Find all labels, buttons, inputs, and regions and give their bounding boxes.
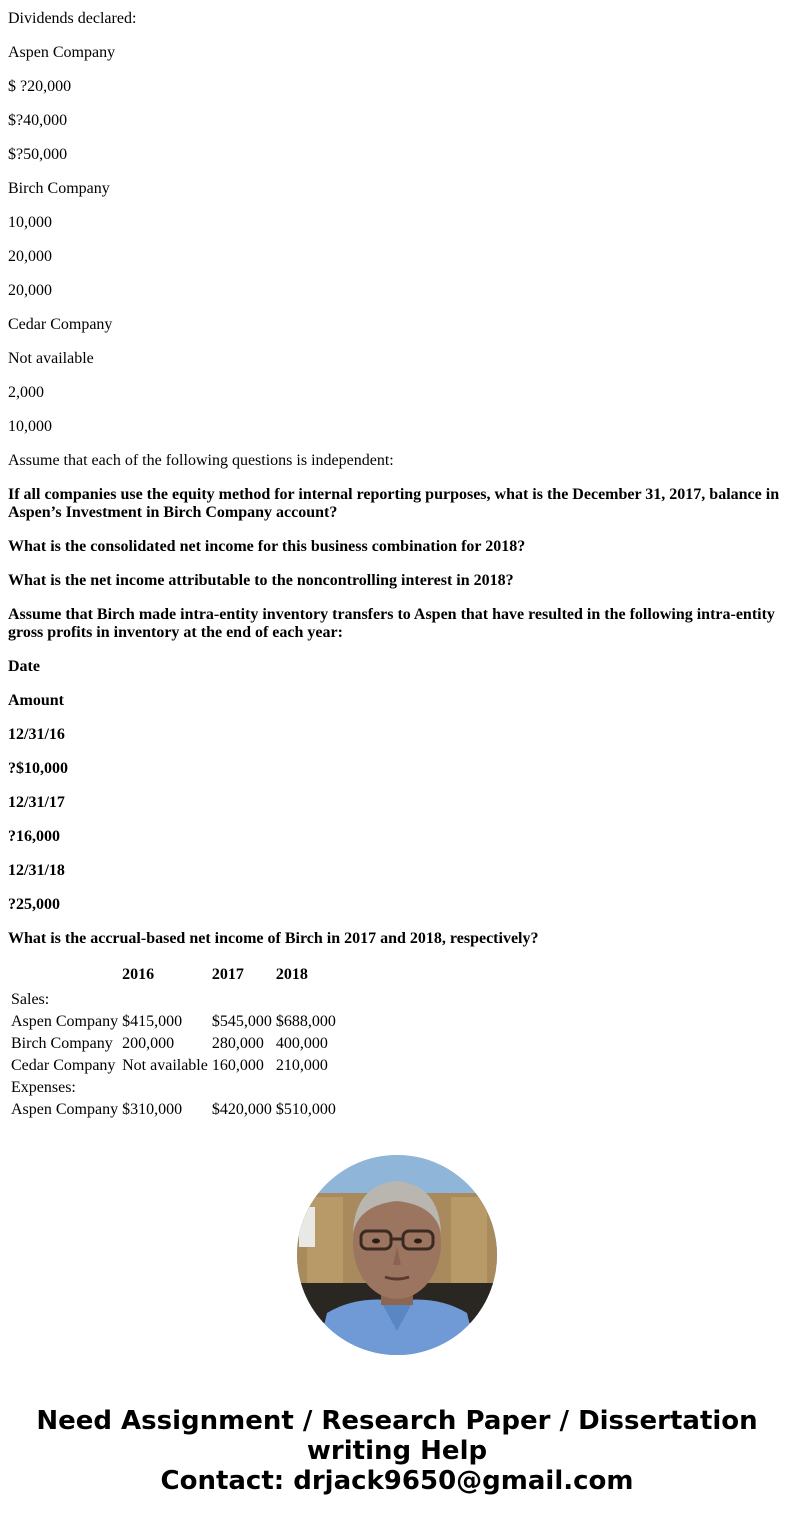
promo-line-2: writing Help [306, 1436, 488, 1466]
table-header-cell: 2018 [275, 966, 308, 983]
dividend-item: 10,000 [8, 214, 52, 231]
table-cell: 400,000 [275, 1035, 328, 1052]
table-cell [121, 1078, 209, 1098]
table-cell: $545,000 [211, 1013, 272, 1030]
table-cell [275, 1078, 337, 1098]
table-cell: $420,000 [211, 1101, 272, 1118]
table-header-cell [10, 962, 119, 988]
question-4: Assume that Birch made intra-entity inventory transfers to Aspen that have resulted in the following intra-entity gross profits in inventory at the end of each year: [8, 606, 775, 641]
question-3: What is the net income attributable to the noncontrolling interest in 2018? [8, 572, 514, 589]
table-header-cell: 2017 [211, 966, 244, 983]
table-row [10, 990, 337, 1010]
table-cell [211, 1078, 273, 1098]
final-question: What is the accrual-based net income of Birch in 2017 and 2018, respectively? [8, 930, 539, 947]
table-cell: Birch Company [11, 1035, 113, 1052]
table-cell: Cedar Company [11, 1057, 116, 1074]
intra-entity-date: 12/31/18 [8, 862, 65, 879]
table-row [10, 1056, 337, 1076]
promo-contact: Contact: drjack9650@gmail.com [160, 1466, 634, 1496]
table-row [10, 1034, 337, 1054]
table-cell: $310,000 [122, 1101, 183, 1118]
table-cell: $415,000 [122, 1013, 183, 1030]
intra-entity-amount: ?25,000 [8, 896, 60, 913]
dividend-item: Birch Company [8, 180, 110, 197]
table-cell: Sales: [11, 991, 50, 1008]
table-cell: Expenses: [11, 1079, 76, 1096]
dividend-item: 20,000 [8, 282, 52, 299]
dividend-item: Not available [8, 350, 94, 367]
table-header-row [10, 962, 337, 988]
table-cell: Aspen Company [11, 1013, 119, 1030]
intra-entity-amount-header: Amount [8, 692, 65, 709]
question-1: If all companies use the equity method for internal reporting purposes, what is the December 31, 2017, balance in Aspen’s Investment in Birch Company account? [8, 486, 780, 521]
dividend-item: 2,000 [8, 384, 44, 401]
table-cell: Not available [122, 1057, 208, 1074]
table-cell: $688,000 [275, 1013, 336, 1030]
table-cell [121, 990, 209, 1010]
dividend-item: 20,000 [8, 248, 52, 265]
intra-entity-date: 12/31/16 [8, 726, 65, 743]
table-cell: 160,000 [211, 1057, 264, 1074]
table-row [10, 1078, 337, 1098]
intra-entity-amount: ?16,000 [8, 828, 60, 845]
promo-banner [0, 1406, 794, 1496]
dividend-item: $?40,000 [8, 112, 68, 129]
dividend-item: $ ?20,000 [8, 78, 72, 95]
dividend-item: Aspen Company [8, 44, 116, 61]
question-2: What is the consolidated net income for this business combination for 2018? [8, 538, 526, 555]
table-header-cell: 2016 [122, 966, 155, 983]
dividends-heading: Dividends declared: [8, 10, 137, 27]
table-row [10, 1012, 337, 1032]
table-cell [275, 990, 337, 1010]
dividend-item: $?50,000 [8, 146, 68, 163]
dividend-item: 10,000 [8, 418, 52, 435]
table-row [10, 1100, 337, 1120]
document-body [0, 10, 794, 1122]
intro-text: Assume that each of the following questions is independent: [8, 452, 394, 469]
avatar-container [0, 1155, 794, 1355]
dividend-item: Cedar Company [8, 316, 113, 333]
intra-entity-date: 12/31/17 [8, 794, 65, 811]
intra-entity-date-header: Date [8, 658, 40, 675]
promo-line-1: Need Assignment / Research Paper / Dissertation [36, 1406, 758, 1436]
table-cell: 280,000 [211, 1035, 264, 1052]
table-cell: 210,000 [275, 1057, 328, 1074]
intra-entity-amount: ?$10,000 [8, 760, 68, 777]
table-cell [211, 990, 273, 1010]
table-cell: $510,000 [275, 1101, 336, 1118]
financial-table [8, 960, 339, 1122]
table-cell: Aspen Company [11, 1101, 119, 1118]
table-cell: 200,000 [122, 1035, 175, 1052]
person-photo-avatar-icon [297, 1155, 497, 1355]
